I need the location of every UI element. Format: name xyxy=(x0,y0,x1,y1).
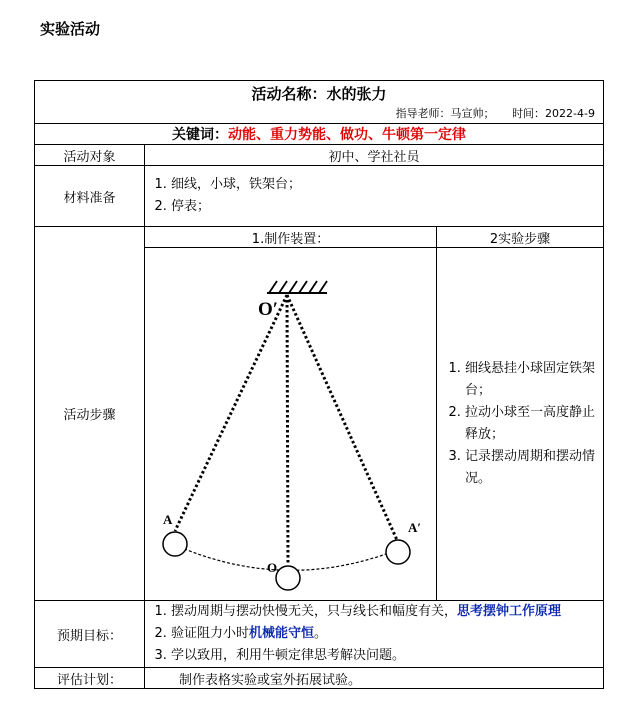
title-cell xyxy=(35,81,604,124)
steps-cell xyxy=(437,248,604,601)
label-pivot: O′ xyxy=(258,299,279,320)
keywords-value: 动能、重力势能、做功、牛顿第一定律 xyxy=(228,127,466,143)
goal-highlight: 思考摆钟工作原理 xyxy=(457,604,562,619)
activity-table xyxy=(34,80,604,689)
evaluation-label: 评估计划： xyxy=(35,668,145,689)
string-right xyxy=(287,295,397,540)
list-item: 3. 记录摆动周期和摆动情况。 xyxy=(465,446,597,490)
label-a-prime: A′ xyxy=(408,520,422,535)
evaluation-value: 制作表格实验或室外拓展试验。 xyxy=(145,668,604,689)
target-value: 初中、学社社员 xyxy=(145,145,604,166)
steps-list xyxy=(443,358,597,490)
time-info: 时间：2022-4-9 xyxy=(512,107,595,120)
keywords-row xyxy=(35,124,604,145)
goal-text: 验证阻力小时 xyxy=(171,626,250,641)
list-item xyxy=(171,601,599,623)
activity-title: 活动名称：水的张力 xyxy=(251,85,387,103)
teacher-info: 指导老师：马宣帅； xyxy=(395,107,495,120)
ceiling-icon xyxy=(267,281,327,293)
goals-label: 预期目标： xyxy=(35,601,145,668)
string-left xyxy=(175,295,287,531)
steps-header: 2实验步骤 xyxy=(437,227,604,248)
goal-highlight: 机械能守恒 xyxy=(249,626,315,641)
list-item xyxy=(171,623,599,645)
ball-left xyxy=(163,532,187,556)
device-header: 1.制作装置： xyxy=(145,227,437,248)
string-center xyxy=(287,295,288,565)
page-heading: 实验活动 xyxy=(40,20,101,38)
keywords-label: 关键词： xyxy=(172,127,228,143)
goals-list xyxy=(149,601,599,667)
materials-list xyxy=(149,174,599,218)
label-a: A xyxy=(163,512,173,527)
goal-tail: 。 xyxy=(314,626,328,641)
list-item: 2. 停表； xyxy=(171,196,599,218)
target-label: 活动对象 xyxy=(35,145,145,166)
list-item: 1. 细线悬挂小球固定铁架台； xyxy=(465,358,597,402)
pendulum-figure-cell xyxy=(145,248,437,601)
meta-line xyxy=(392,105,595,121)
pendulum-diagram xyxy=(145,248,437,600)
goal-text: 摆动周期与摆动快慢无关，只与线长和幅度有关， xyxy=(171,604,458,619)
materials-cell xyxy=(145,166,604,227)
ball-right xyxy=(386,540,410,564)
steps-label: 活动步骤 xyxy=(35,227,145,601)
label-o: O xyxy=(267,560,278,575)
ball-bottom xyxy=(276,566,300,590)
list-item: 1. 细线，小球，铁架台； xyxy=(171,174,599,196)
materials-label: 材料准备 xyxy=(35,166,145,227)
goals-cell xyxy=(145,601,604,668)
list-item: 2. 拉动小球至一高度静止释放； xyxy=(465,402,597,446)
list-item xyxy=(171,645,599,667)
goal-text: 学以致用，利用牛顿定律思考解决问题。 xyxy=(171,648,406,663)
